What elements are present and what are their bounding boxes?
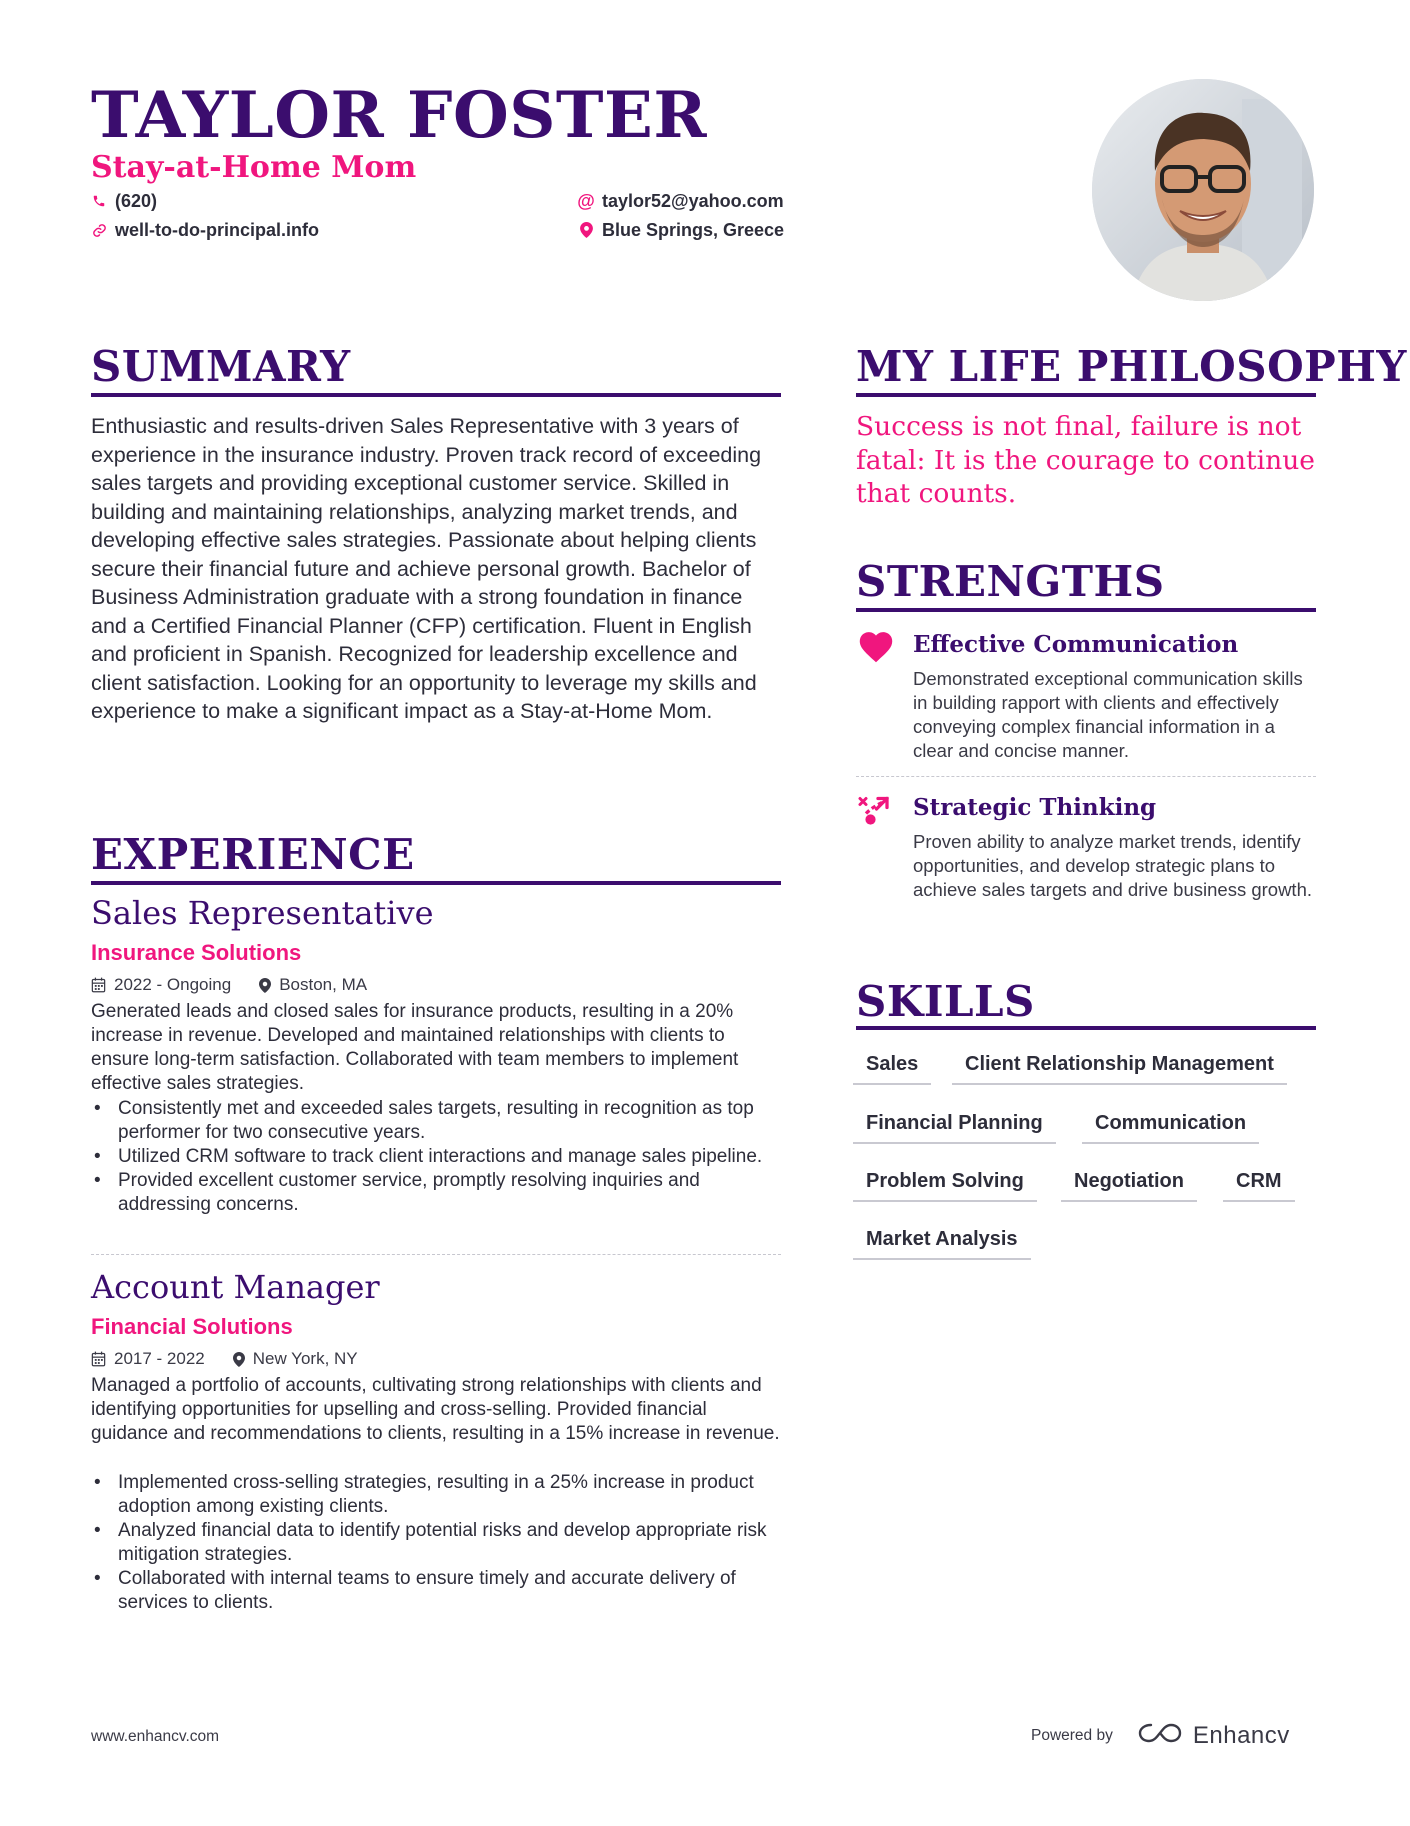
skill-tag: Negotiation (1061, 1166, 1197, 1202)
job-description: Generated leads and closed sales for insurance products, resulting in a 20% increase in revenue. Developed and maintained relationships with clients to ensure long-term satisfaction. Collaborated with team members to implement effective sales strategies. (91, 1001, 739, 1094)
job-bullet: • Provided excellent customer service, promptly resolving inquiries and addressing concerns. (91, 1169, 783, 1217)
strengths-heading: STRENGTHS (856, 557, 1165, 606)
experience-divider (91, 881, 781, 885)
job-meta (91, 974, 395, 996)
summary-text: Enthusiastic and results-driven Sales Representative with 3 years of experience in the insurance industry. Proven track record of exceeding sales targets and providing exceptional customer service. Skilled in building and maintaining relationships, analyzing market trends, and developing effective sales strategies. Passionate about helping clients secure their financial future and achieve personal growth. Bachelor of Business Administration graduate with a strong foundation in finance and a Certified Financial Planner (CFP) certification. Fluent in English and proficient in Spanish. Recognized for leadership excellence and client satisfaction. Looking for an opportunity to leverage my skills and experience to make a significant impact as a Stay-at-Home Mom. (91, 414, 762, 723)
calendar-icon (91, 1351, 106, 1367)
contact-phone (91, 190, 157, 212)
candidate-role: Stay-at-Home Mom (91, 150, 417, 185)
location-pin-icon (233, 1352, 245, 1367)
job-bullets (91, 1097, 783, 1217)
strength-title: Effective Communication (913, 631, 1239, 658)
job-company: Financial Solutions (91, 1314, 293, 1339)
philosophy-quote: Success is not final, failure is not fatal: It is the courage to continue that counts. (856, 411, 1315, 509)
skill-tag: Financial Planning (853, 1108, 1056, 1144)
skill-tag: Client Relationship Management (952, 1049, 1287, 1085)
location-pin-icon (578, 222, 594, 238)
summary-heading: SUMMARY (91, 342, 351, 391)
calendar-icon (91, 977, 106, 993)
job-location (233, 1348, 358, 1370)
job-bullet: • Analyzed financial data to identify potential risks and develop appropriate risk mitigation strategies. (91, 1519, 783, 1567)
philosophy-divider (856, 393, 1316, 397)
candidate-name: TAYLOR FOSTER (91, 78, 707, 153)
job-bullet: • Implemented cross-selling strategies, resulting in a 25% increase in product adoption among existing clients. (91, 1471, 783, 1519)
footer-website[interactable]: www.enhancv.com (91, 1728, 220, 1745)
skill-tag: Sales (853, 1049, 931, 1085)
enhancv-logo-icon (1137, 1721, 1183, 1750)
link-icon (91, 223, 107, 238)
strength-title: Strategic Thinking (913, 794, 1157, 821)
email-text[interactable]: taylor52@yahoo.com (602, 191, 784, 211)
job-meta (91, 1348, 386, 1370)
experience-heading: EXPERIENCE (91, 830, 415, 879)
job-dates-text: 2017 - 2022 (114, 1349, 205, 1368)
job-title: Sales Representative (91, 894, 434, 932)
at-icon: @ (577, 191, 595, 211)
job-location (259, 974, 367, 996)
profile-photo (1092, 79, 1314, 301)
strategy-icon (857, 794, 893, 835)
summary-divider (91, 393, 781, 397)
heart-icon (857, 629, 895, 668)
skill-tag: Communication (1082, 1108, 1259, 1144)
skill-tag: Problem Solving (853, 1166, 1037, 1202)
job-location-text: Boston, MA (279, 975, 368, 994)
strength-description: Proven ability to analyze market trends, identify opportunities, and develop strategic plans to achieve sales targets and drive business growth. (913, 831, 1312, 900)
job-company: Insurance Solutions (91, 940, 302, 965)
phone-text: (620) (115, 191, 158, 211)
strength-separator (856, 776, 1316, 777)
job-title: Account Manager (91, 1268, 380, 1306)
contact-email[interactable] (578, 190, 784, 212)
job-bullet: • Consistently met and exceeded sales targets, resulting in recognition as top performer for two consecutive years. (91, 1097, 783, 1145)
job-dates (91, 1348, 205, 1370)
job-bullet: • Utilized CRM software to track client interactions and manage sales pipeline. (91, 1145, 783, 1169)
location-text: Blue Springs, Greece (602, 220, 785, 240)
job-dates (91, 974, 231, 996)
powered-by-text: Powered by (1031, 1726, 1113, 1744)
skill-tag: CRM (1223, 1166, 1295, 1202)
brand-name: Enhancv (1192, 1721, 1290, 1749)
skills-divider (856, 1026, 1316, 1030)
contact-website[interactable] (91, 219, 319, 241)
job-separator (91, 1254, 781, 1255)
job-bullets (91, 1471, 783, 1615)
website-text[interactable]: well-to-do-principal.info (115, 220, 319, 240)
skill-tag: Market Analysis (853, 1224, 1031, 1260)
philosophy-heading: MY LIFE PHILOSOPHY (856, 342, 1407, 391)
skills-heading: SKILLS (856, 977, 1035, 1026)
contact-location (578, 219, 784, 241)
strengths-divider (856, 608, 1316, 612)
location-pin-icon (259, 978, 271, 993)
strength-description: Demonstrated exceptional communication skills in building rapport with clients and effectively conveying complex financial information in a clear and concise manner. (913, 668, 1303, 761)
job-location-text: New York, NY (252, 1349, 358, 1368)
job-bullet: • Collaborated with internal teams to ensure timely and accurate delivery of services to clients. (91, 1567, 783, 1615)
footer-branding (1031, 1721, 1290, 1750)
job-description: Managed a portfolio of accounts, cultivating strong relationships with clients and identifying opportunities for upselling and cross-selling. Provided financial guidance and recommendations to clients, resulting in a 15% increase in revenue. (91, 1375, 780, 1444)
job-dates-text: 2022 - Ongoing (114, 975, 232, 994)
phone-icon (91, 194, 107, 208)
